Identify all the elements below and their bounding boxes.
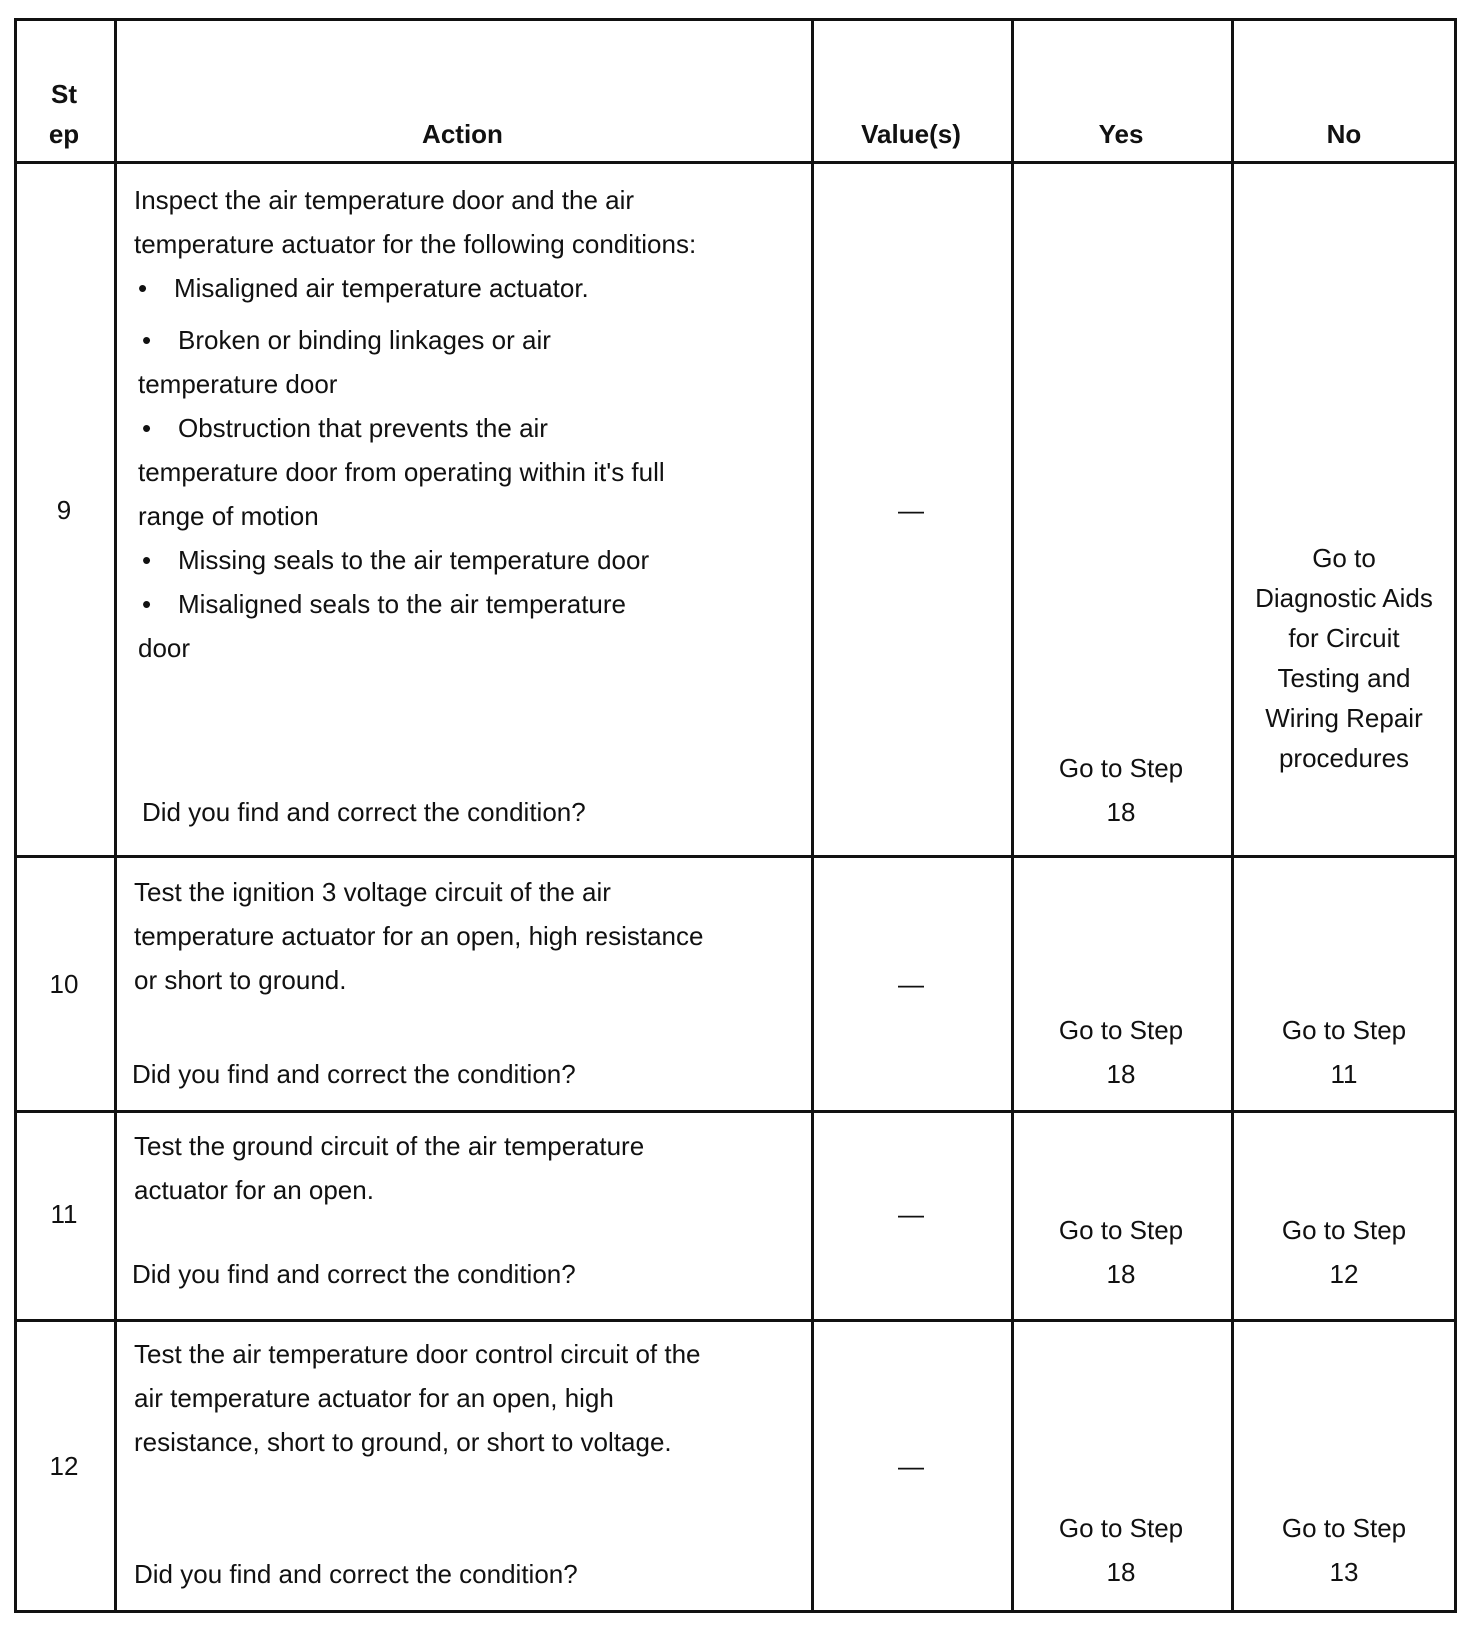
row-10-question: Did you find and correct the condition? xyxy=(132,1059,576,1089)
row-9-bullet-3-line-3: range of motion xyxy=(138,501,319,531)
row-10-no-line-1: Go to Step xyxy=(1281,1015,1407,1045)
row-11-yes-line-2: 18 xyxy=(1106,1259,1136,1289)
row-9-bullet-3-line-1: Obstruction that prevents the air xyxy=(178,413,548,443)
row-10-no-line-2: 11 xyxy=(1330,1059,1358,1089)
header-step-line-2: ep xyxy=(48,119,80,149)
row-10-step: 10 xyxy=(49,969,79,999)
row-12-step: 12 xyxy=(49,1451,79,1481)
row-9-bullet-3-line-2: temperature door from operating within it's full xyxy=(138,457,665,487)
row-9-bullet-5-marker: • xyxy=(142,589,152,619)
row-9-action-line-2: temperature actuator for the following conditions: xyxy=(134,229,697,259)
row-12-no-line-2: 13 xyxy=(1329,1557,1359,1587)
header-values: Value(s) xyxy=(861,119,961,149)
row-11-question: Did you find and correct the condition? xyxy=(132,1259,576,1289)
row-12-action-line-3: resistance, short to ground, or short to voltage. xyxy=(134,1427,672,1457)
row-9-action-line-1: Inspect the air temperature door and the air xyxy=(134,185,635,215)
row-9-question: Did you find and correct the condition? xyxy=(142,797,586,827)
row-9-bullet-4-marker: • xyxy=(142,545,152,575)
row-9-bullet-1-line-1: Misaligned air temperature actuator. xyxy=(174,273,589,303)
row-11-action-line-1: Test the ground circuit of the air temperature xyxy=(134,1131,645,1161)
row-divider-header xyxy=(14,161,1457,164)
column-divider-step xyxy=(114,18,117,1613)
row-12-action-line-2: air temperature actuator for an open, high xyxy=(134,1383,614,1413)
row-9-bullet-1-marker: • xyxy=(138,273,148,303)
table-border-bottom xyxy=(14,1610,1457,1613)
row-9-no-line-4: Testing and xyxy=(1277,663,1411,693)
row-9-no-line-5: Wiring Repair xyxy=(1265,703,1423,733)
row-9-yes-line-2: 18 xyxy=(1106,797,1136,827)
column-divider-action xyxy=(811,18,814,1613)
row-12-action-line-1: Test the air temperature door control circuit of the xyxy=(134,1339,701,1369)
row-9-bullet-5-line-2: door xyxy=(138,633,191,663)
row-10-action-line-2: temperature actuator for an open, high resistance xyxy=(134,921,704,951)
table-border-top xyxy=(14,18,1457,21)
row-divider-10 xyxy=(14,1110,1457,1113)
row-10-action-line-1: Test the ignition 3 voltage circuit of the air xyxy=(134,877,611,907)
row-12-question: Did you find and correct the condition? xyxy=(134,1559,578,1589)
row-9-bullet-2-line-2: temperature door xyxy=(138,369,338,399)
row-9-no-line-6: procedures xyxy=(1278,743,1410,773)
header-step-line-1: St xyxy=(51,79,77,109)
row-9-bullet-2-marker: • xyxy=(142,325,152,355)
row-12-value: — xyxy=(898,1451,924,1481)
row-11-step: 11 xyxy=(50,1199,78,1229)
row-9-bullet-5-line-1: Misaligned seals to the air temperature xyxy=(178,589,627,619)
row-9-bullet-3-marker: • xyxy=(142,413,152,443)
table-border-right xyxy=(1454,18,1457,1613)
row-divider-11 xyxy=(14,1319,1457,1322)
row-12-yes-line-2: 18 xyxy=(1106,1557,1136,1587)
row-9-no-line-3: for Circuit xyxy=(1288,623,1400,653)
row-11-yes-line-1: Go to Step xyxy=(1058,1215,1184,1245)
header-step xyxy=(14,74,114,154)
row-9-no-line-1: Go to xyxy=(1312,543,1376,573)
row-divider-9 xyxy=(14,855,1457,858)
row-9-yes-line-1: Go to Step xyxy=(1058,753,1184,783)
row-11-no-line-1: Go to Step xyxy=(1281,1215,1407,1245)
row-12-no-line-1: Go to Step xyxy=(1281,1513,1407,1543)
row-11-value: — xyxy=(898,1199,924,1229)
row-12-yes-line-1: Go to Step xyxy=(1058,1513,1184,1543)
row-10-action-line-3: or short to ground. xyxy=(134,965,347,995)
column-divider-yes xyxy=(1231,18,1234,1613)
header-action: Action xyxy=(422,119,503,149)
row-9-no-line-2: Diagnostic Aids xyxy=(1255,583,1433,613)
row-11-no-line-2: 12 xyxy=(1329,1259,1359,1289)
header-yes: Yes xyxy=(1098,119,1144,149)
row-9-value: — xyxy=(898,495,924,525)
row-11-action-line-2: actuator for an open. xyxy=(134,1175,374,1205)
header-no: No xyxy=(1326,119,1362,149)
table-border-left xyxy=(14,18,17,1613)
row-10-yes-line-1: Go to Step xyxy=(1058,1015,1184,1045)
row-9-bullet-4-line-1: Missing seals to the air temperature door xyxy=(178,545,650,575)
row-10-yes-line-2: 18 xyxy=(1106,1059,1136,1089)
row-9-bullet-2-line-1: Broken or binding linkages or air xyxy=(178,325,551,355)
row-9-step: 9 xyxy=(56,495,72,525)
row-10-value: — xyxy=(898,969,924,999)
